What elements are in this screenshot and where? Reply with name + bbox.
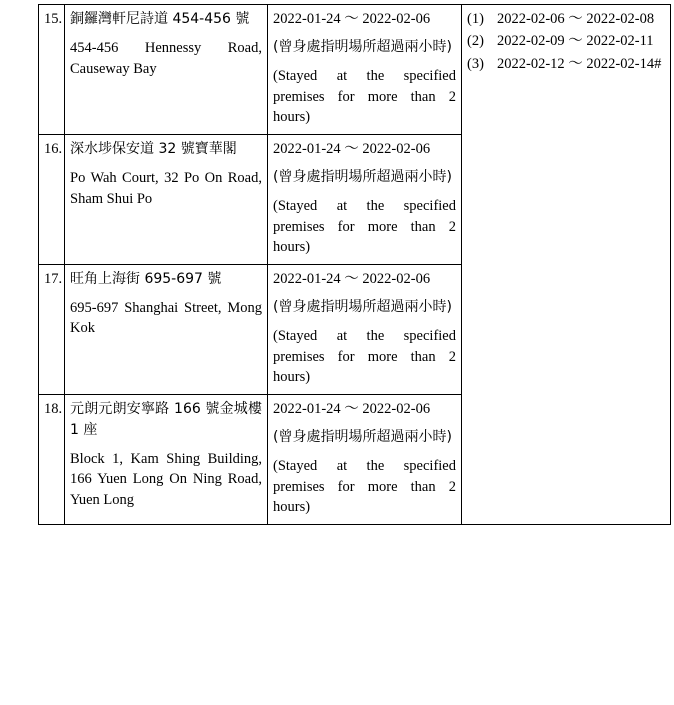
remarks-cell [462,264,671,394]
table-row [39,5,671,135]
address-cell [65,134,268,264]
table-row [39,134,671,264]
date-range: 2022-01-24 ～ 2022-02-06 [273,400,431,417]
stay-note-chinese: (曾身處指明場所超過兩小時) [273,39,452,56]
row-number: 15. [44,11,63,27]
table-row [39,264,671,394]
list-item [467,31,665,52]
address-english: 454-456 Hennessy Road, Causeway Bay [70,39,262,77]
remark-marker: (1) [467,11,484,27]
stay-note-english: (Stayed at the specified premises for more than 2 hours) [273,68,456,126]
remark-marker: (2) [467,33,484,50]
address-chinese: 元朗元朗安寧路 166 號金城樓 1 座 [70,400,262,438]
address-chinese: 旺角上海街 695-697 號 [70,270,222,287]
stay-note-chinese: (曾身處指明場所超過兩小時) [273,429,452,446]
address-cell [65,5,268,135]
specified-premises-table [38,4,671,525]
remark-text: 2022-02-09 ～ 2022-02-11 [497,33,654,50]
remarks-cell [462,394,671,524]
remark-text: 2022-02-12 ～ 2022-02-14# [497,55,662,72]
stay-note-english: (Stayed at the specified premises for more than 2 hours) [273,198,456,256]
row-number-cell [39,5,65,135]
row-number: 16. [44,140,63,157]
address-english: 695-697 Shanghai Street, Mong Kok [70,299,262,337]
date-range: 2022-01-24 ～ 2022-02-06 [273,11,431,27]
address-cell [65,394,268,524]
address-english: Po Wah Court, 32 Po On Road, Sham Shui Po [70,169,262,207]
stay-note-chinese: (曾身處指明場所超過兩小時) [273,169,452,186]
list-item [467,54,665,75]
remark-text: 2022-02-06 ～ 2022-02-08 [497,11,655,27]
date-cell [268,5,462,135]
address-cell [65,264,268,394]
row-number-cell [39,134,65,264]
date-cell [268,394,462,524]
row-number-cell [39,264,65,394]
remarks-cell [462,5,671,135]
address-chinese: 深水埗保安道 32 號寶華閣 [70,140,237,157]
row-number: 17. [44,270,63,287]
date-cell [268,264,462,394]
remarks-cell [462,134,671,264]
date-cell [268,134,462,264]
date-range: 2022-01-24 ～ 2022-02-06 [273,270,431,287]
remarks-list [467,9,665,74]
address-chinese: 銅鑼灣軒尼詩道 454-456 號 [70,11,250,27]
row-number: 18. [44,400,63,417]
row-number-cell [39,394,65,524]
address-english: Block 1, Kam Shing Building, 166 Yuen Long On Ning Road, Yuen Long [70,450,262,509]
stay-note-english: (Stayed at the specified premises for more than 2 hours) [273,458,456,516]
date-range: 2022-01-24 ～ 2022-02-06 [273,140,431,157]
stay-note-english: (Stayed at the specified premises for more than 2 hours) [273,328,456,386]
remark-marker: (3) [467,55,484,72]
stay-note-chinese: (曾身處指明場所超過兩小時) [273,299,452,316]
list-item [467,9,665,30]
table-row [39,394,671,524]
